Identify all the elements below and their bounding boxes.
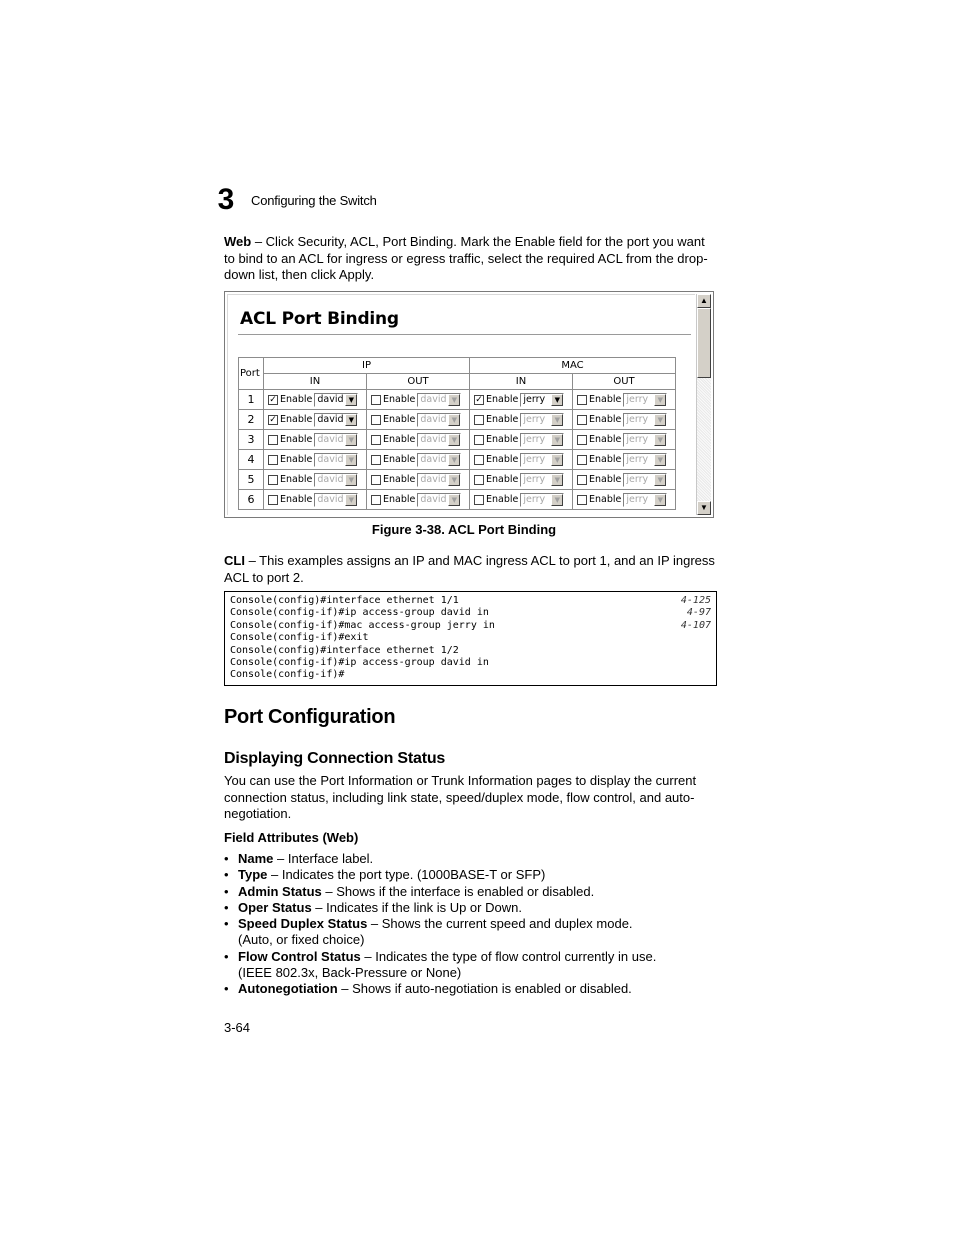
acl-select[interactable] [314, 413, 358, 427]
mac-in-cell [470, 450, 572, 469]
acl-select [623, 433, 667, 447]
enable-label: Enable [589, 434, 622, 445]
port-number: 6 [239, 490, 263, 509]
code-line: Console(config-if)#ip access-group david in [230, 607, 489, 619]
enable-label: Enable [486, 394, 519, 405]
enable-label: Enable [383, 394, 416, 405]
acl-select [520, 473, 564, 487]
acl-select-value: david [420, 493, 447, 505]
attribute-note: (Auto, or fixed choice) [238, 932, 365, 948]
code-line: Console(config)#interface ethernet 1/1 [230, 595, 459, 606]
list-item [224, 916, 714, 949]
enable-checkbox[interactable] [268, 475, 278, 485]
enable-label: Enable [383, 434, 416, 445]
dropdown-arrow-icon: ▼ [448, 394, 460, 406]
dropdown-arrow-icon: ▼ [654, 434, 666, 446]
dropdown-arrow-icon: ▼ [448, 474, 460, 486]
attribute-term: Speed Duplex Status [238, 916, 368, 932]
attribute-term: Flow Control Status [238, 948, 361, 964]
acl-select-value: david [420, 433, 447, 445]
code-line: Console(config)#interface ethernet 1/2 [230, 644, 459, 656]
cli-text: – This examples assigns an IP and MAC ingress ACL to port 1, and an IP ingress ACL to port 2. [224, 553, 715, 585]
dropdown-arrow-icon: ▼ [551, 454, 563, 466]
acl-binding-table [238, 357, 676, 510]
dropdown-arrow-icon: ▼ [345, 454, 357, 466]
dropdown-arrow-icon: ▼ [448, 494, 460, 506]
dropdown-arrow-icon: ▼ [654, 394, 666, 406]
enable-label: Enable [589, 454, 622, 465]
ip-out-cell [367, 470, 469, 489]
checkmark-icon: ✓ [269, 394, 277, 405]
section-title: Port Configuration [224, 706, 396, 728]
acl-select [417, 393, 461, 407]
dropdown-arrow-icon[interactable]: ▼ [345, 414, 357, 426]
code-line: Console(config-if)# [230, 669, 345, 681]
enable-label: Enable [589, 414, 622, 425]
table-row [239, 470, 675, 489]
mac-out-cell [573, 430, 675, 449]
acl-select-value: jerry [523, 473, 546, 485]
acl-select-value: david [420, 393, 447, 405]
mac-in-cell [470, 410, 572, 429]
ip-out-cell [367, 430, 469, 449]
attribute-term: Name [238, 851, 274, 866]
list-item [224, 949, 714, 982]
port-number: 4 [239, 450, 263, 469]
enable-checkbox[interactable] [577, 395, 587, 405]
acl-select-value: david [420, 473, 447, 485]
enable-checkbox[interactable] [577, 495, 587, 505]
acl-select [314, 433, 358, 447]
bullet-icon: • [224, 981, 229, 997]
enable-label: Enable [280, 414, 313, 425]
enable-label: Enable [486, 434, 519, 445]
acl-select-value: david [420, 453, 447, 465]
vertical-scrollbar[interactable] [696, 294, 711, 515]
page-reference: 4-97 [686, 607, 711, 619]
enable-checkbox[interactable] [268, 455, 278, 465]
checkmark-icon: ✓ [269, 414, 277, 425]
enable-checkbox[interactable] [474, 395, 484, 405]
table-row [239, 430, 675, 449]
chapter-number: 3 [217, 183, 235, 216]
attribute-term: Oper Status [238, 899, 312, 915]
enable-checkbox[interactable] [577, 475, 587, 485]
dropdown-arrow-icon: ▼ [448, 454, 460, 466]
attribute-description: – Shows if the interface is enabled or disabled. [321, 883, 595, 899]
acl-table-body [239, 390, 675, 509]
table-row [239, 390, 675, 409]
acl-select-value: jerry [523, 413, 546, 425]
acl-select-value: jerry [523, 393, 546, 405]
ip-out-cell [367, 410, 469, 429]
enable-checkbox[interactable] [577, 435, 587, 445]
enable-checkbox[interactable] [474, 475, 484, 485]
enable-checkbox[interactable] [371, 455, 381, 465]
enable-checkbox[interactable] [371, 435, 381, 445]
scroll-thumb[interactable] [697, 308, 711, 378]
list-item [224, 851, 714, 867]
bullet-icon: • [224, 899, 229, 915]
attribute-description: – Shows the current speed and duplex mode. [367, 916, 633, 932]
enable-label: Enable [589, 494, 622, 505]
bullet-icon: • [224, 948, 229, 964]
acl-select [417, 433, 461, 447]
ip-out-cell [367, 390, 469, 409]
ip-in-cell [264, 430, 366, 449]
enable-checkbox[interactable] [268, 435, 278, 445]
web-text: – Click Security, ACL, Port Binding. Mark the Enable field for the port you want to bind to an ACL for ingress or egress traffic, select the required ACL from the drop-down list, then click Apply. [224, 234, 708, 282]
mac-in-cell [470, 390, 572, 409]
acl-select [520, 413, 564, 427]
dropdown-arrow-icon: ▼ [345, 474, 357, 486]
web-instructions [224, 234, 716, 284]
screenshot-content [227, 294, 695, 515]
acl-select-value: jerry [523, 493, 546, 505]
acl-select [520, 453, 564, 467]
attribute-term: Autonegotiation [238, 981, 338, 997]
dropdown-arrow-icon[interactable]: ▼ [551, 394, 563, 406]
code-line: Console(config-if)#ip access-group david in [230, 657, 489, 668]
acl-select[interactable] [520, 393, 564, 407]
dropdown-arrow-icon: ▼ [654, 474, 666, 486]
scroll-up-icon[interactable]: ▲ [697, 294, 711, 308]
cli-description [224, 553, 716, 586]
acl-select [623, 413, 667, 427]
page-reference: 4-107 [680, 619, 711, 631]
enable-label: Enable [280, 494, 313, 505]
bullet-icon: • [224, 883, 229, 899]
port-number: 3 [239, 430, 263, 449]
enable-checkbox[interactable] [371, 395, 381, 405]
dropdown-arrow-icon: ▼ [551, 474, 563, 486]
title-divider [238, 334, 691, 335]
checkmark-icon: ✓ [475, 394, 483, 405]
ip-in-cell [264, 390, 366, 409]
attribute-list [224, 851, 714, 998]
dropdown-arrow-icon: ▼ [448, 434, 460, 446]
enable-label: Enable [383, 414, 416, 425]
table-row [239, 410, 675, 429]
attribute-description: – Shows if auto-negotiation is enabled or disabled. [337, 981, 632, 997]
subsection-title: Displaying Connection Status [224, 750, 446, 767]
field-attributes-heading: Field Attributes (Web) [224, 830, 359, 845]
dropdown-arrow-icon: ▼ [654, 494, 666, 506]
mac-out-cell [573, 470, 675, 489]
web-lead: Web [224, 234, 252, 249]
figure-caption: Figure 3-38. ACL Port Binding [371, 522, 557, 537]
enable-label: Enable [589, 394, 622, 405]
acl-select-value: jerry [523, 453, 546, 465]
page-reference: 4-125 [680, 595, 711, 606]
enable-label: Enable [383, 474, 416, 485]
mac-group-header: MAC [470, 358, 675, 373]
acl-select-value: jerry [626, 393, 649, 405]
enable-checkbox[interactable] [474, 435, 484, 445]
acl-select [623, 473, 667, 487]
code-line: Console(config-if)#exit [230, 632, 369, 644]
mac-in-cell [470, 430, 572, 449]
dropdown-arrow-icon: ▼ [551, 434, 563, 446]
dropdown-arrow-icon: ▼ [551, 414, 563, 426]
list-item [224, 867, 714, 883]
mac-in-header: IN [470, 374, 572, 389]
attribute-description: – Indicates if the link is Up or Down. [311, 899, 522, 915]
mac-out-header: OUT [573, 374, 675, 389]
acl-select [417, 453, 461, 467]
acl-select [520, 433, 564, 447]
enable-checkbox[interactable] [474, 455, 484, 465]
ip-in-cell [264, 410, 366, 429]
screenshot-title: ACL Port Binding [240, 309, 399, 329]
dropdown-arrow-icon: ▼ [654, 454, 666, 466]
attribute-note: (IEEE 802.3x, Back-Pressure or None) [238, 965, 462, 981]
list-item [224, 981, 714, 997]
ip-in-cell [264, 470, 366, 489]
acl-select-value: jerry [626, 493, 649, 505]
acl-select-value: jerry [626, 473, 649, 485]
mac-in-cell [470, 470, 572, 489]
acl-select-value: jerry [626, 413, 649, 425]
enable-checkbox[interactable] [268, 395, 278, 405]
dropdown-arrow-icon: ▼ [345, 494, 357, 506]
enable-label: Enable [383, 454, 416, 465]
enable-checkbox[interactable] [371, 475, 381, 485]
enable-checkbox[interactable] [371, 495, 381, 505]
acl-select [623, 493, 667, 507]
running-head: Configuring the Switch [251, 193, 377, 208]
enable-label: Enable [486, 454, 519, 465]
ip-in-cell [264, 490, 366, 509]
attribute-term: Type [238, 867, 268, 883]
acl-select [314, 473, 358, 487]
enable-label: Enable [486, 414, 519, 425]
dropdown-arrow-icon[interactable]: ▼ [345, 394, 357, 406]
enable-checkbox[interactable] [577, 455, 587, 465]
page-number: 3-64 [224, 1020, 251, 1035]
acl-select-value: david [317, 433, 344, 445]
acl-select[interactable] [314, 393, 358, 407]
bullet-icon: • [224, 867, 229, 883]
enable-label: Enable [589, 474, 622, 485]
bullet-icon: • [224, 916, 229, 932]
enable-label: Enable [280, 434, 313, 445]
bullet-icon: • [224, 851, 229, 866]
dropdown-arrow-icon: ▼ [551, 494, 563, 506]
acl-select [417, 493, 461, 507]
dropdown-arrow-icon: ▼ [345, 434, 357, 446]
port-number: 2 [239, 410, 263, 429]
ip-out-cell [367, 490, 469, 509]
acl-port-binding-screenshot [224, 291, 714, 518]
list-item [224, 900, 714, 916]
enable-label: Enable [383, 494, 416, 505]
code-line: Console(config-if)#mac access-group jerry in [230, 619, 495, 631]
attribute-description: – Interface label. [273, 851, 374, 866]
intro-paragraph: You can use the Port Information or Trunk Information pages to display the current connection status, including link state, speed/duplex mode, flow control, and auto-negotiation. [224, 773, 697, 821]
ip-out-cell [367, 450, 469, 469]
acl-select-value: david [317, 393, 344, 405]
list-item [224, 884, 714, 900]
acl-select [623, 393, 667, 407]
enable-checkbox[interactable] [577, 415, 587, 425]
mac-out-cell [573, 490, 675, 509]
acl-select-value: david [317, 473, 344, 485]
cli-lead: CLI [224, 553, 245, 568]
enable-label: Enable [280, 474, 313, 485]
enable-checkbox[interactable] [474, 415, 484, 425]
dropdown-arrow-icon: ▼ [654, 414, 666, 426]
enable-checkbox[interactable] [268, 495, 278, 505]
acl-select [314, 493, 358, 507]
acl-select [417, 413, 461, 427]
enable-label: Enable [280, 454, 313, 465]
enable-label: Enable [486, 474, 519, 485]
attribute-description: – Indicates the type of flow control currently in use. [360, 948, 657, 964]
enable-checkbox[interactable] [371, 415, 381, 425]
ip-group-header: IP [264, 358, 469, 373]
dropdown-arrow-icon: ▼ [448, 414, 460, 426]
acl-select-value: david [317, 413, 344, 425]
mac-out-cell [573, 450, 675, 469]
port-number: 1 [239, 390, 263, 409]
acl-select [623, 453, 667, 467]
mac-out-cell [573, 410, 675, 429]
table-row [239, 450, 675, 469]
port-column-header: Port [239, 358, 263, 389]
ip-out-header: OUT [367, 374, 469, 389]
acl-select-value: jerry [626, 453, 649, 465]
ip-in-cell [264, 450, 366, 469]
enable-label: Enable [280, 394, 313, 405]
attribute-description: – Indicates the port type. (1000BASE-T or SFP) [267, 867, 546, 883]
acl-select [417, 473, 461, 487]
acl-select-value: david [420, 413, 447, 425]
ip-in-header: IN [264, 374, 366, 389]
enable-checkbox[interactable] [474, 495, 484, 505]
scroll-down-icon[interactable]: ▼ [697, 501, 711, 515]
enable-checkbox[interactable] [268, 415, 278, 425]
attribute-term: Admin Status [238, 883, 322, 899]
enable-label: Enable [486, 494, 519, 505]
acl-select [314, 453, 358, 467]
acl-select [520, 493, 564, 507]
acl-select-value: jerry [523, 433, 546, 445]
cli-code-block [224, 591, 717, 686]
mac-in-cell [470, 490, 572, 509]
table-row [239, 490, 675, 509]
acl-select-value: david [317, 453, 344, 465]
port-number: 5 [239, 470, 263, 489]
mac-out-cell [573, 390, 675, 409]
acl-select-value: jerry [626, 433, 649, 445]
acl-select-value: david [317, 493, 344, 505]
